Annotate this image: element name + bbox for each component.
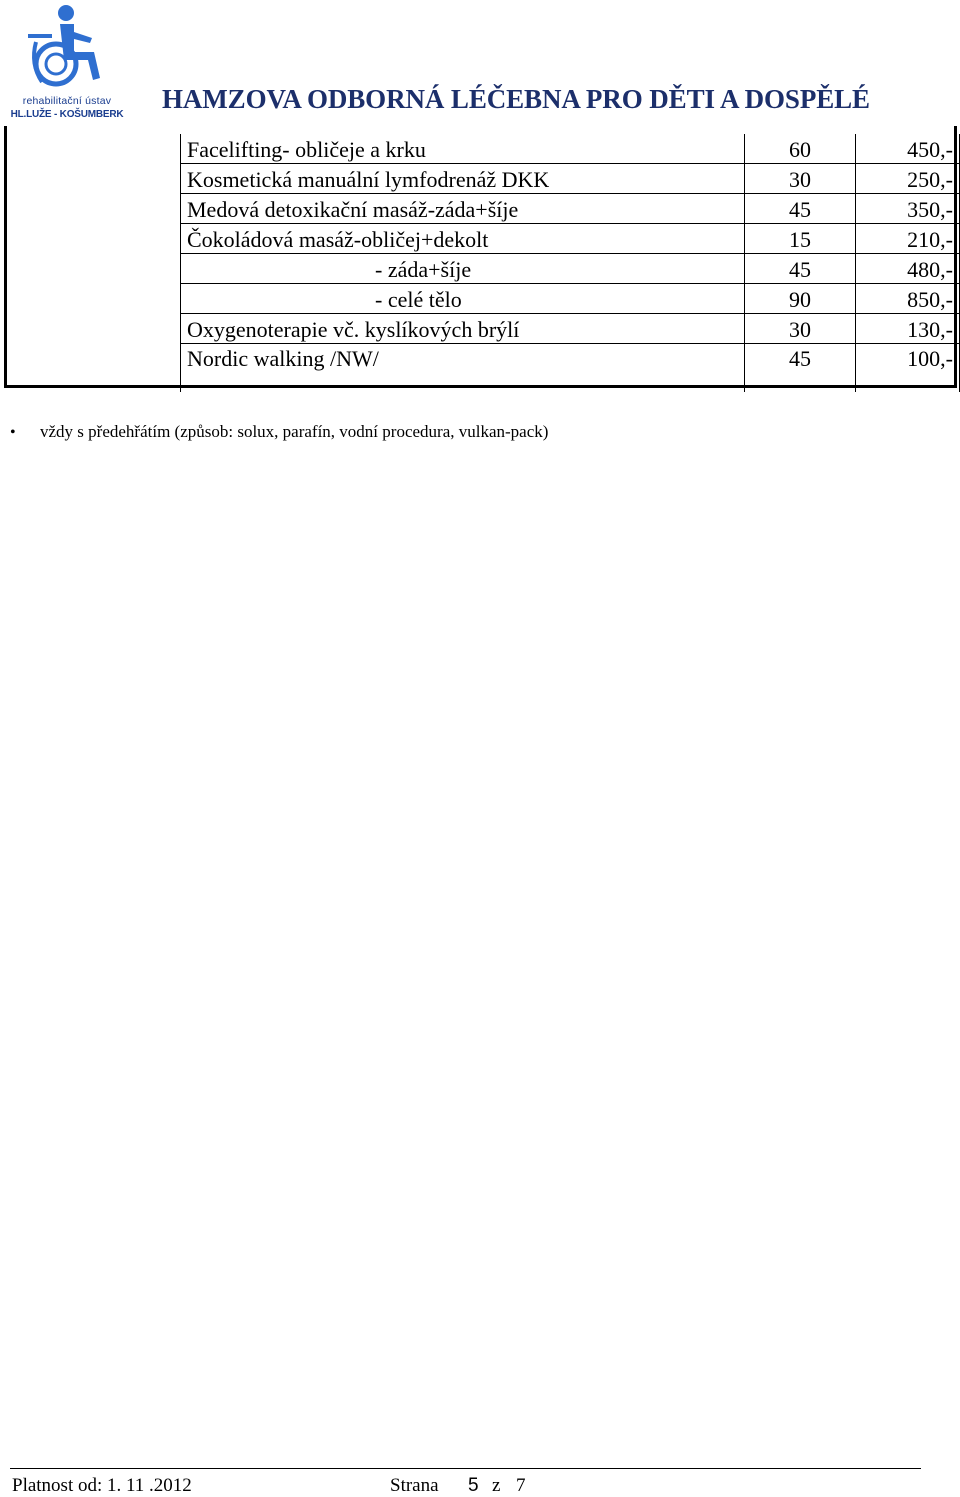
service-price: 100,- <box>856 344 960 393</box>
logo-text-line1: rehabilitační ústav <box>22 95 112 107</box>
table-row <box>181 284 960 314</box>
service-price: 130,- <box>856 314 960 344</box>
service-name: Oxygenoterapie vč. kyslíkových brýlí <box>181 314 745 344</box>
service-price: 450,- <box>856 134 960 164</box>
wheelchair-icon <box>8 2 126 97</box>
service-minutes: 60 <box>744 134 855 164</box>
service-price: 850,- <box>856 284 960 314</box>
service-name: - záda+šíje <box>181 254 745 284</box>
table-row <box>181 344 960 393</box>
table-row <box>181 254 960 284</box>
price-table <box>180 134 960 392</box>
logo <box>8 2 126 124</box>
table-row <box>181 134 960 164</box>
service-minutes: 45 <box>744 254 855 284</box>
service-price: 480,- <box>856 254 960 284</box>
service-name: Nordic walking /NW/ <box>181 344 745 393</box>
table-row <box>181 314 960 344</box>
bullet-icon: • <box>10 424 16 441</box>
service-minutes: 30 <box>744 164 855 194</box>
service-minutes: 30 <box>744 314 855 344</box>
service-price: 250,- <box>856 164 960 194</box>
service-price: 350,- <box>856 194 960 224</box>
service-name: - celé tělo <box>181 284 745 314</box>
page-label: Strana <box>390 1475 439 1496</box>
note-item <box>10 422 548 442</box>
service-minutes: 90 <box>744 284 855 314</box>
service-minutes: 15 <box>744 224 855 254</box>
table-row <box>181 194 960 224</box>
page-title: HAMZOVA ODBORNÁ LÉČEBNA PRO DĚTI A DOSPĚLÉ <box>162 84 870 114</box>
table-row <box>181 164 960 194</box>
service-name: Medová detoxikační masáž-záda+šíje <box>181 194 745 224</box>
service-name: Facelifting- obličeje a krku <box>181 134 745 164</box>
total-pages: 7 <box>516 1475 526 1496</box>
service-name: Čokoládová masáž-obličej+dekolt <box>181 224 745 254</box>
table-row <box>181 224 960 254</box>
service-minutes: 45 <box>744 344 855 393</box>
note-text: vždy s předehřátím (způsob: solux, parafín, vodní procedura, vulkan-pack) <box>40 422 549 441</box>
footer-divider <box>10 1468 921 1469</box>
service-price: 210,- <box>856 224 960 254</box>
service-name: Kosmetická manuální lymfodrenáž DKK <box>181 164 745 194</box>
logo-text-line2: HL.LUŽE - KOŠUMBERK <box>10 109 124 120</box>
validity-date: Platnost od: 1. 11 .2012 <box>12 1475 192 1496</box>
service-minutes: 45 <box>744 194 855 224</box>
of-label: z <box>492 1475 501 1496</box>
page-number: 5 <box>468 1475 479 1496</box>
